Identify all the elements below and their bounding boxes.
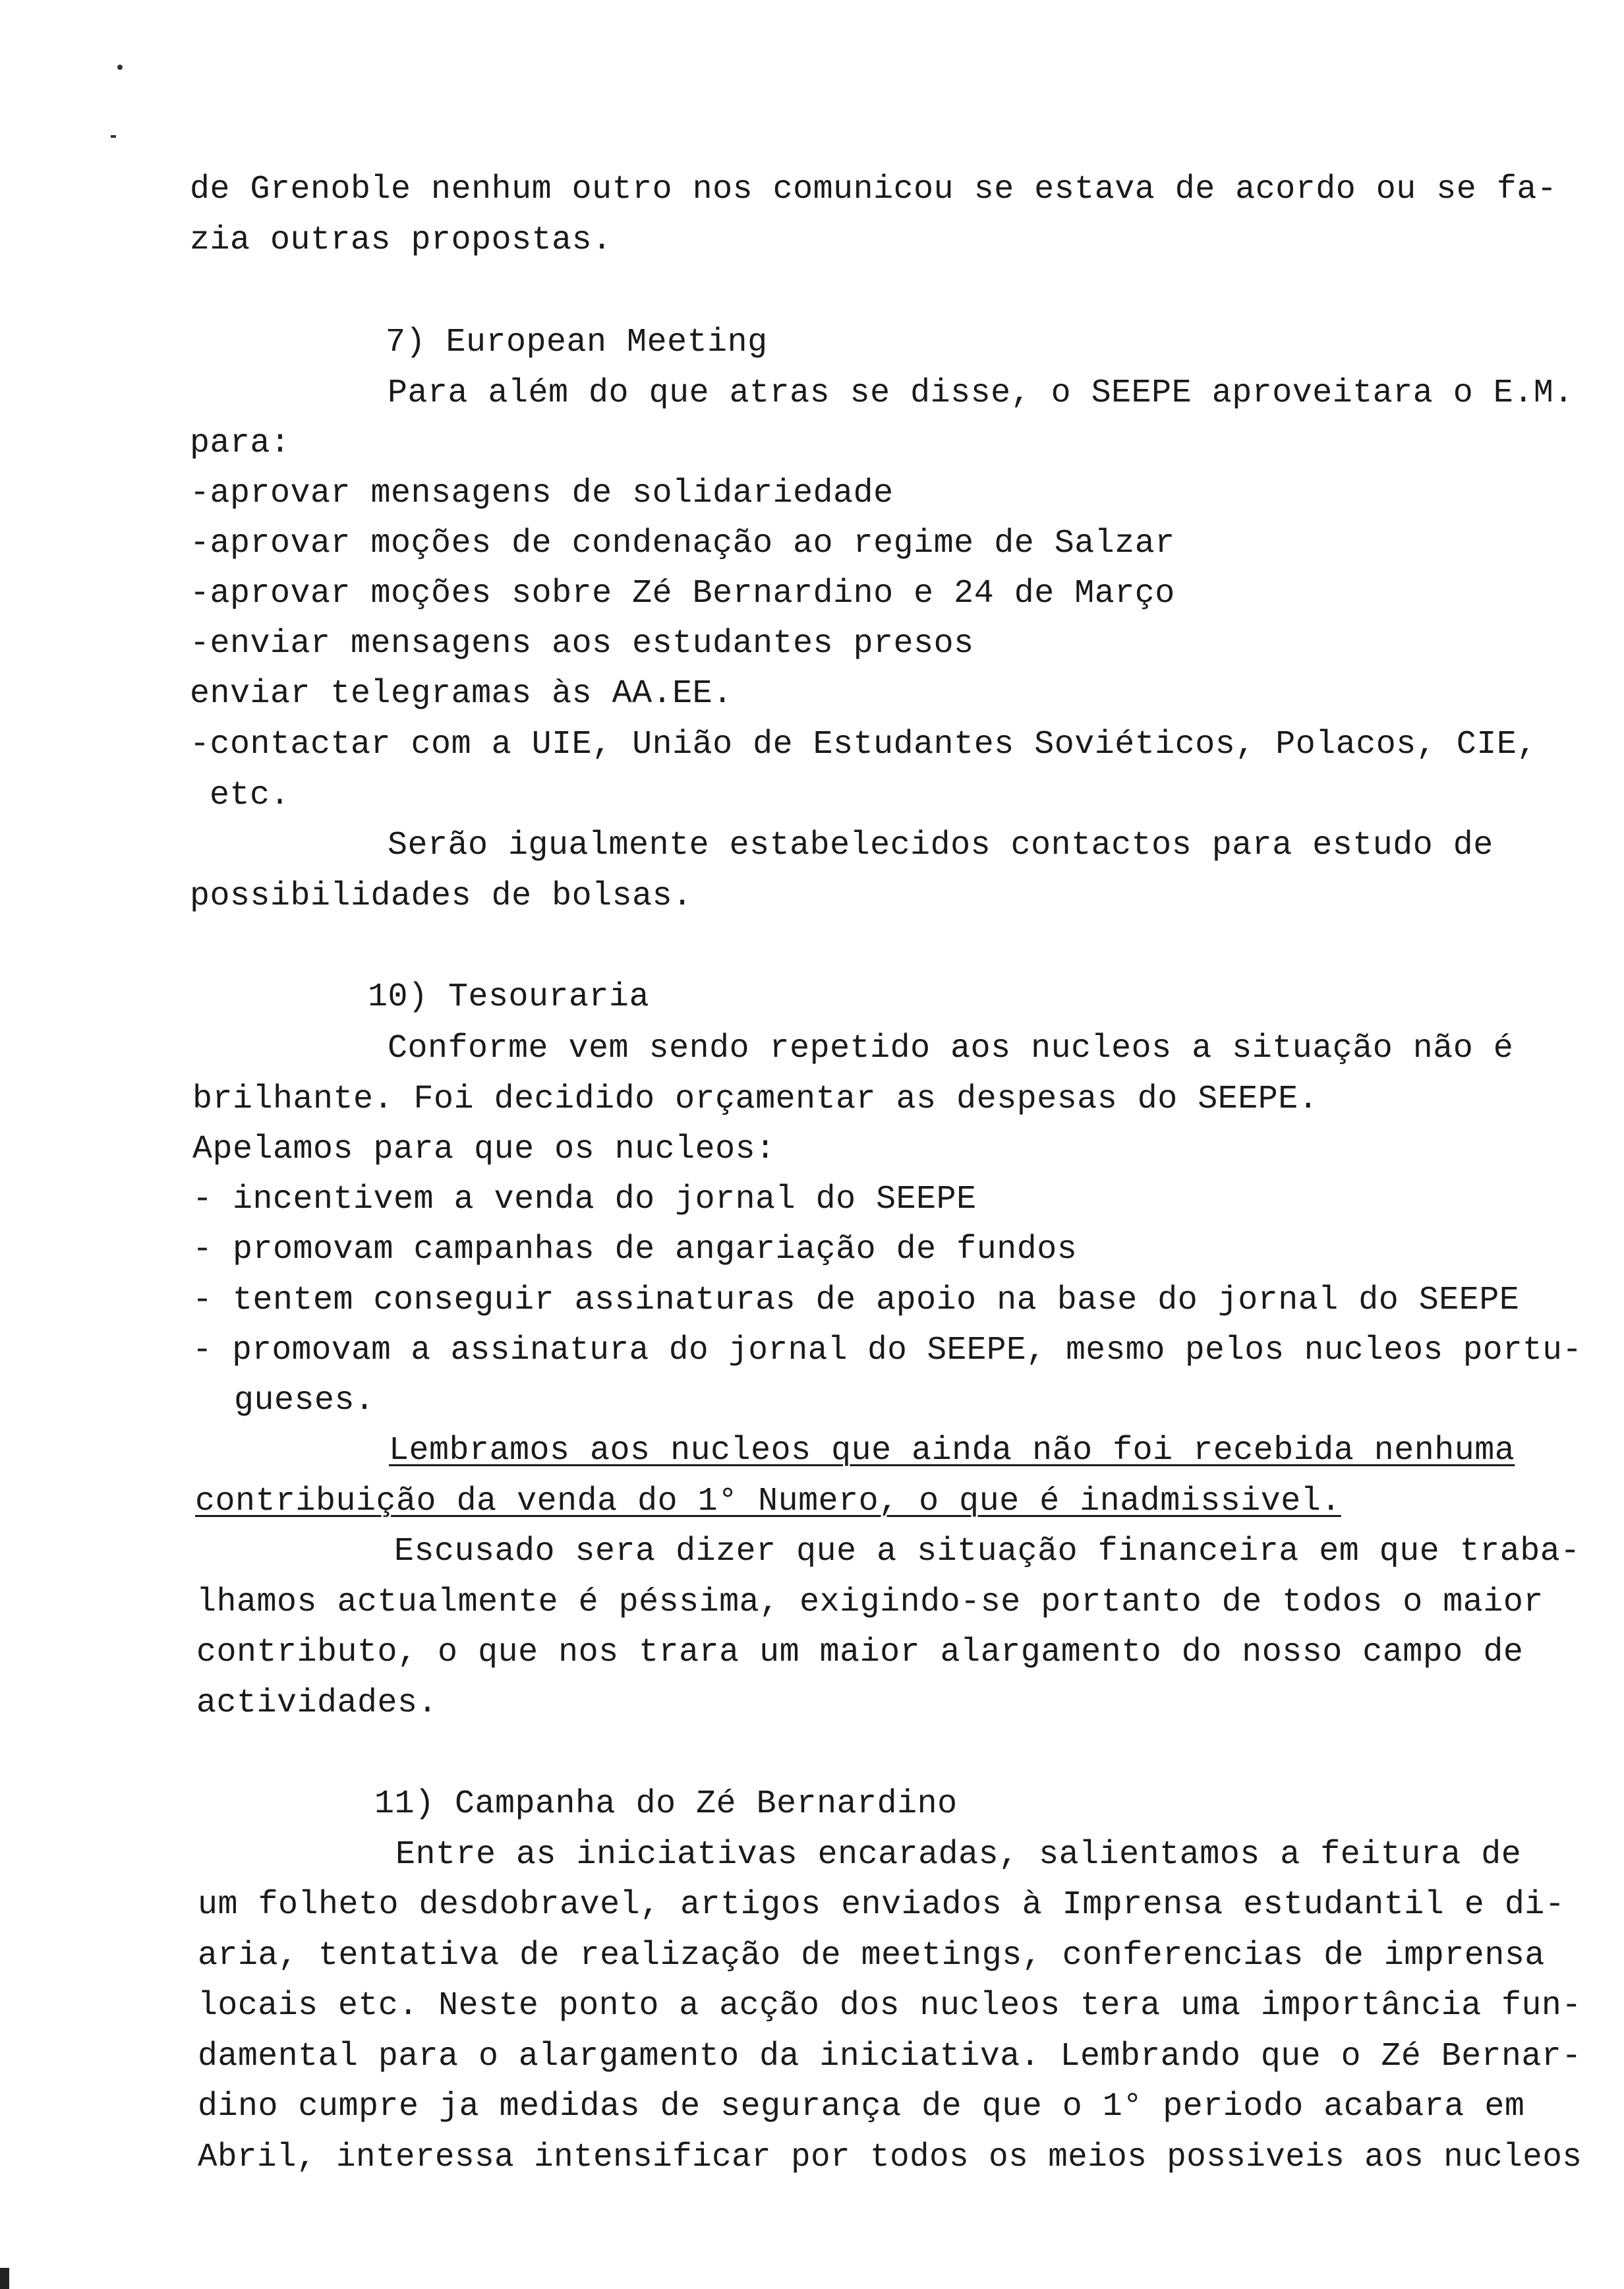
section-11-heading: 11) Campanha do Zé Bernardino bbox=[374, 1785, 958, 1823]
section-10-line: Apelamos para que os nucleos: bbox=[192, 1131, 776, 1168]
section-11-line: um folheto desdobravel, artigos enviados à Imprensa estudantil e di- bbox=[198, 1886, 1565, 1924]
section-10-heading: 10) Tesouraria bbox=[368, 978, 650, 1016]
intro-line-2: zia outras propostas. bbox=[190, 222, 612, 259]
section-10-line: Conforme vem sendo repetido aos nucleos a situação não é bbox=[388, 1030, 1514, 1067]
section-7-line: Serão igualmente estabelecidos contactos para estudo de bbox=[388, 827, 1494, 864]
section-10-line: gueses. bbox=[234, 1382, 375, 1419]
section-11-line: Abril, interessa intensificar por todos os meios possiveis aos nucleos bbox=[198, 2139, 1582, 2176]
section-7-line: etc. bbox=[210, 777, 291, 814]
section-10-line: - promovam campanhas de angariação de fundos bbox=[192, 1231, 1078, 1268]
intro-line-1: de Grenoble nenhum outro nos comunicou se estava de acordo ou se fa- bbox=[190, 171, 1557, 208]
section-10-closing-line: contributo, o que nos trara um maior alargamento do nosso campo de bbox=[196, 1634, 1524, 1671]
section-7-line: enviar telegramas às AA.EE. bbox=[190, 675, 733, 713]
section-7-line: -aprovar moções sobre Zé Bernardino e 24 de Março bbox=[190, 575, 1175, 612]
section-10-line: - incentivem a venda do jornal do SEEPE bbox=[192, 1181, 977, 1218]
scan-corner-shadow bbox=[0, 2268, 9, 2289]
section-7-line: -contactar com a UIE, União de Estudantes Soviéticos, Polacos, CIE, bbox=[190, 726, 1537, 763]
section-11-line: dino cumpre ja medidas de segurança de que o 1° periodo acabara em bbox=[198, 2088, 1525, 2126]
section-11-line: aria, tentativa de realização de meetings, conferencias de imprensa bbox=[198, 1937, 1545, 1975]
section-10-line: - promovam a assinatura do jornal do SEEPE, mesmo pelos nucleos portu- bbox=[192, 1332, 1582, 1369]
scan-mark-dash bbox=[111, 135, 116, 138]
scan-mark-dot bbox=[117, 65, 123, 70]
underlined-notice-line: contribuição da venda do 1° Numero, o que é inadmissivel. bbox=[195, 1483, 1341, 1520]
section-7-line: -enviar mensagens aos estudantes presos bbox=[190, 625, 974, 663]
section-11-line: damental para o alargamento da iniciativa. Lembrando que o Zé Bernar- bbox=[198, 2038, 1582, 2075]
section-10-closing-line: Escusado sera dizer que a situação financeira em que traba- bbox=[394, 1533, 1580, 1570]
section-7-heading: 7) European Meeting bbox=[386, 324, 768, 361]
section-11-line: Entre as iniciativas encaradas, salientamos a feitura de bbox=[395, 1836, 1522, 1874]
section-10-closing-line: actividades. bbox=[196, 1684, 438, 1722]
section-7-line: -aprovar moções de condenação ao regime de Salzar bbox=[190, 525, 1175, 562]
section-7-line: -aprovar mensagens de solidariedade bbox=[190, 475, 894, 512]
section-7-line: possibilidades de bolsas. bbox=[190, 877, 693, 915]
underlined-notice-line: Lembramos aos nucleos que ainda não foi recebida nenhuma bbox=[389, 1432, 1515, 1470]
section-10-line: - tentem conseguir assinaturas de apoio na base do jornal do SEEPE bbox=[192, 1282, 1520, 1319]
section-7-line: Para além do que atras se disse, o SEEPE aproveitara o E.M. bbox=[388, 374, 1574, 412]
section-7-line: para: bbox=[190, 425, 291, 462]
section-10-line: brilhante. Foi decidido orçamentar as despesas do SEEPE. bbox=[192, 1081, 1319, 1118]
section-10-closing-line: lhamos actualmente é péssima, exigindo-se portanto de todos o maior bbox=[196, 1584, 1544, 1621]
section-11-line: locais etc. Neste ponto a acção dos nucleos tera uma importância fun- bbox=[198, 1987, 1582, 2025]
